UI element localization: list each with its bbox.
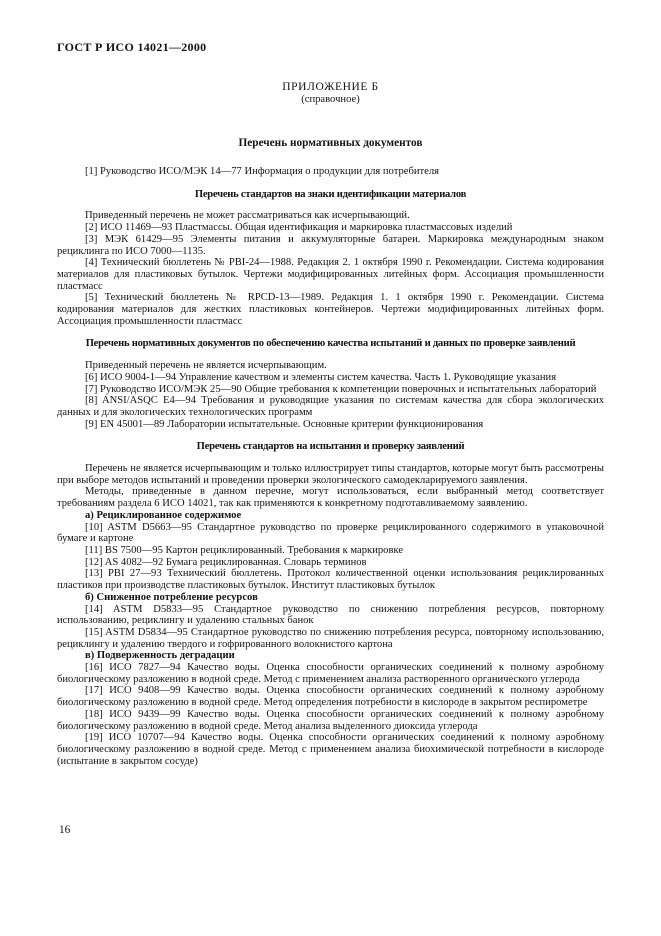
paragraph: Приведенный перечень не является исчерпывающим. [85, 360, 327, 372]
list-item: [1] Руководство ИСО/МЭК 14—77 Информация о продукции для потребителя [85, 166, 440, 177]
document-body [57, 166, 604, 767]
document-title: Перечень нормативных документов [238, 137, 423, 149]
standard-code: ГОСТ Р ИСО 14021—2000 [57, 40, 207, 54]
section-heading: Перечень стандартов на испытания и проверку заявлений [196, 441, 465, 453]
list-item: [4] Технический бюллетень № PBI-24—1988. Редакция 2. 1 октября 1990 г. Рекомендации. Система кодирования материалов для пластиковых бутылок. Чертежи модифицированных литейных форм. Ассоциация промышленности пластмасс [57, 257, 604, 292]
list-item: [15] ASTM D5834—95 Стандартное руководство по снижению потребления ресурса, повторному использованию, рециклингу и удалению твердого и гофрированного волокнистого картона [57, 626, 604, 650]
list-item: [12] AS 4082—92 Бумага рециклированная. Словарь терминов [85, 556, 367, 568]
paragraph: Приведенный перечень не может рассматриваться как исчерпывающий. [85, 210, 410, 222]
list-item: [11] BS 7500—95 Картон рециклированный. Требования к маркировке [85, 544, 404, 556]
appendix-note: (справочное) [301, 94, 360, 105]
list-item: [10] ASTM D5663—95 Стандартное руководство по проверке рециклированного содержимого в упаковочной бумаге и картоне [57, 521, 604, 545]
list-item: [17] ИСО 9408—99 Качество воды. Оценка способности органических соединений к полному аэробному биологическому разложению в водной среде. Метод определения потребности в кислороде в закрытом респирометре [57, 685, 604, 709]
list-item: [8] ANSI/ASQC E4—94 Требования и руководящие указания по системам качества для сбора экологических данных и для экологических технологических программ [57, 395, 604, 418]
section-heading: Перечень нормативных документов по обеспечению качества испытаний и данных по проверке заявлений [85, 338, 576, 350]
section-heading: Перечень стандартов на знаки идентификации материалов [194, 188, 467, 200]
paragraph: Перечень не является исчерпывающим и только иллюстрирует типы стандартов, которые могут быть рассмотрены при выборе методов испытаний и проведении проверки экологического самодекларируемого заявления. [57, 463, 604, 486]
list-item: [7] Руководство ИСО/МЭК 25—90 Общие требования к компетенции поверочных и испытательных лабораторий [85, 383, 597, 395]
list-item: [18] ИСО 9439—99 Качество воды. Оценка способности органических соединений к полному аэробному биологическому разложению в водной среде. Метод анализа выделенного диоксида углерода [57, 708, 604, 732]
list-item: [16] ИСО 7827—94 Качество воды. Оценка способности органических соединений к полному аэробному биологическому разложению в водной среде. Метод с применением анализа растворенного органического углерода [57, 662, 604, 685]
page-number: 16 [59, 824, 71, 836]
subsection-heading: в) Подверженность деградации [85, 650, 235, 662]
paragraph: Методы, приведенные в данном перечне, могут использоваться, если выбранный метод соответствует требованиям раздела 6 ИСО 14021, так как применяются к конкретному подготавливаемому заявлению. [57, 486, 604, 510]
list-item: [6] ИСО 9004-1—94 Управление качеством и элементы систем качества. Часть 1. Руководящие указания [85, 371, 557, 383]
list-item: [14] ASTM D5833—95 Стандартное руководство по снижению потребления ресурсов, повторному использованию, рециклингу и удалению стальных банок [57, 603, 604, 627]
subsection-heading: а) Рециклированное содержимое [85, 509, 242, 521]
list-item: [13] PBI 27—93 Технический бюллетень. Протокол количественной оценки использования рециклированных пластиков при производстве пластиковых бутылок. Институт пластиковых бутылок [57, 568, 604, 592]
list-item: [9] EN 45001—89 Лаборатории испытательные. Основные критерии функционирования [85, 418, 484, 430]
list-item: [5] Технический бюллетень № RPCD-13—1989. Редакция 1. 1 октября 1990 г. Рекомендации. Система кодирования материалов для жестких пластиковых контейнеров. Чертежи модифицированных литейных форм. Ассоциация промышленности пластмасс [57, 292, 604, 327]
list-item: [3] МЭК 61429—95 Элементы питания и аккумуляторные батареи. Маркировка международным знаком рециклинга по ИСО 7000—1135. [57, 233, 604, 257]
appendix-title: ПРИЛОЖЕНИЕ Б [282, 81, 379, 93]
list-item: [2] ИСО 11469—93 Пластмассы. Общая идентификация и маркировка пластмассовых изделий [85, 222, 513, 234]
list-item: [19] ИСО 10707—94 Качество воды. Оценка способности органических соединений к полному аэробному биологическому разложению в водной среде. Метод с применением анализа биохимической потребности в кислороде (испытание в закрытом сосуде) [57, 732, 604, 767]
subsection-heading: б) Сниженное потребление ресурсов [85, 591, 258, 603]
